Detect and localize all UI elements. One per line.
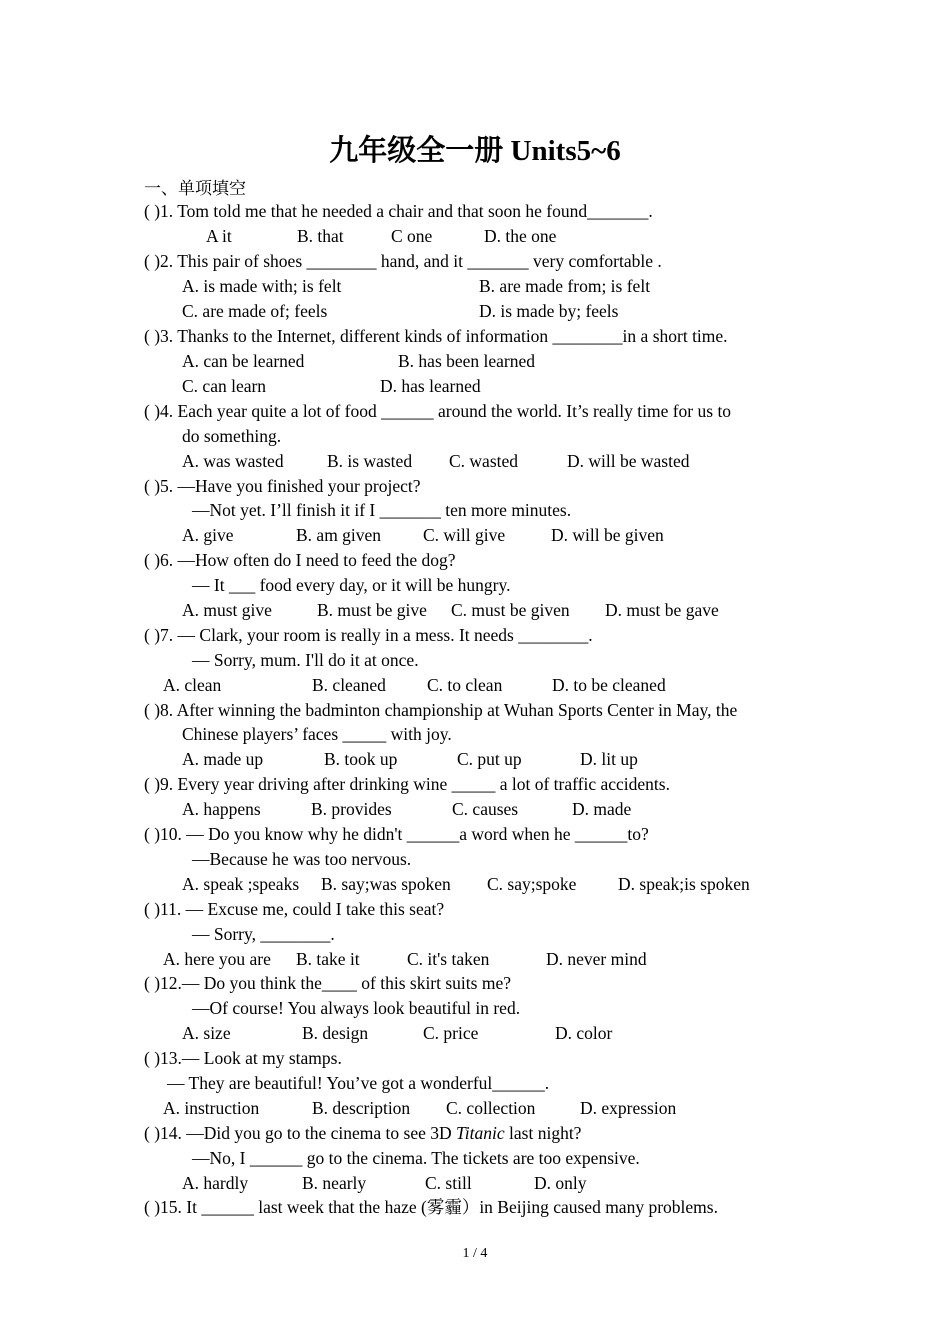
q8-option-b: B. took up — [324, 749, 398, 769]
q8-continuation: Chinese players’ faces _____ with joy. — [182, 724, 452, 744]
question-10: ( )10. — Do you know why he didn't ______a word when he ______to? — [144, 824, 649, 844]
q8-option-a: A. made up — [182, 749, 264, 769]
q5-option-d: D. will be given — [551, 525, 664, 545]
q11-option-a: A. here you are — [163, 949, 271, 969]
q10-option-d: D. speak;is spoken — [618, 874, 750, 894]
q6-continuation: — It ___ food every day, or it will be hungry. — [192, 575, 511, 595]
q4-option-c: C. wasted — [449, 451, 519, 471]
q10-continuation: —Because he was too nervous. — [192, 849, 412, 869]
question-15: ( )15. It ______ last week that the haze (雾霾）in Beijing caused many problems. — [144, 1197, 718, 1217]
q1-option-a: A it — [206, 226, 232, 246]
q9-option-d: D. made — [572, 799, 632, 819]
q14-option-b: B. nearly — [302, 1173, 367, 1193]
question-7: ( )7. — Clark, your room is really in a mess. It needs ________. — [144, 625, 593, 645]
page-number: 1 / 4 — [462, 1246, 488, 1261]
q2-option-c: C. are made of; feels — [182, 301, 328, 321]
q4-option-b: B. is wasted — [327, 451, 413, 471]
q2-option-b: B. are made from; is felt — [479, 276, 651, 296]
question-13: ( )13.— Look at my stamps. — [144, 1048, 342, 1068]
question-12: ( )12.— Do you think the____ of this skirt suits me? — [144, 973, 511, 993]
q14-text-end: last night? — [504, 1123, 582, 1143]
q12-option-d: D. color — [555, 1023, 613, 1043]
q14-text-start: ( )14. —Did you go to the cinema to see 3D — [144, 1123, 457, 1143]
q13-option-d: D. expression — [580, 1098, 677, 1118]
q12-continuation: —Of course! You always look beautiful in red. — [192, 998, 521, 1018]
page-title: 九年级全一册 Units5~6 — [329, 135, 621, 167]
q14-option-c: C. still — [425, 1173, 472, 1193]
q14-option-d: D. only — [534, 1173, 587, 1193]
question-5: ( )5. —Have you finished your project? — [144, 476, 421, 496]
question-4: ( )4. Each year quite a lot of food ______ around the world. It’s really time for us to — [144, 401, 732, 421]
q13-option-c: C. collection — [446, 1098, 536, 1118]
q3-option-a: A. can be learned — [182, 351, 305, 371]
q5-option-b: B. am given — [296, 525, 382, 545]
q4-option-a: A. was wasted — [182, 451, 284, 471]
q4-option-d: D. will be wasted — [567, 451, 690, 471]
q12-option-b: B. design — [302, 1023, 369, 1043]
q7-option-a: A. clean — [163, 675, 222, 695]
q11-option-d: D. never mind — [546, 949, 647, 969]
q14-continuation: —No, I ______ go to the cinema. The tickets are too expensive. — [192, 1148, 640, 1168]
question-2: ( )2. This pair of shoes ________ hand, and it _______ very comfortable . — [144, 251, 662, 271]
question-6: ( )6. —How often do I need to feed the dog? — [144, 550, 456, 570]
q7-continuation: — Sorry, mum. I'll do it at once. — [192, 650, 419, 670]
q11-option-c: C. it's taken — [407, 949, 490, 969]
q9-option-c: C. causes — [452, 799, 519, 819]
q13-option-b: B. description — [312, 1098, 411, 1118]
q6-option-d: D. must be gave — [605, 600, 719, 620]
q14-movie-title: Titanic — [456, 1123, 505, 1143]
q6-option-c: C. must be given — [451, 600, 570, 620]
q13-continuation: — They are beautiful! You’ve got a wonderful______. — [167, 1073, 550, 1093]
q6-option-b: B. must be give — [317, 600, 427, 620]
q1-option-b: B. that — [297, 226, 344, 246]
question-14 — [144, 1122, 581, 1144]
q1-option-c: C one — [391, 226, 433, 246]
q10-option-c: C. say;spoke — [487, 874, 577, 894]
q12-option-a: A. size — [182, 1023, 231, 1043]
q12-option-c: C. price — [423, 1023, 479, 1043]
q14-option-a: A. hardly — [182, 1173, 249, 1193]
question-8: ( )8. After winning the badminton championship at Wuhan Sports Center in May, the — [144, 700, 738, 720]
q8-option-c: C. put up — [457, 749, 522, 769]
question-3: ( )3. Thanks to the Internet, different kinds of information ________in a short time. — [144, 326, 728, 346]
q6-option-a: A. must give — [182, 600, 272, 620]
q8-option-d: D. lit up — [580, 749, 638, 769]
q5-option-c: C. will give — [423, 525, 506, 545]
q3-option-b: B. has been learned — [398, 351, 536, 371]
q4-continuation: do something. — [182, 426, 282, 446]
q9-option-a: A. happens — [182, 799, 261, 819]
q2-option-d: D. is made by; feels — [479, 301, 619, 321]
question-1: ( )1. Tom told me that he needed a chair and that soon he found_______. — [144, 201, 653, 221]
q1-option-d: D. the one — [484, 226, 557, 246]
question-11: ( )11. — Excuse me, could I take this seat? — [144, 899, 445, 919]
q7-option-d: D. to be cleaned — [552, 675, 666, 695]
q13-option-a: A. instruction — [163, 1098, 260, 1118]
q7-option-c: C. to clean — [427, 675, 503, 695]
q3-option-c: C. can learn — [182, 376, 267, 396]
q10-option-b: B. say;was spoken — [321, 874, 451, 894]
q11-option-b: B. take it — [296, 949, 360, 969]
q5-continuation: —Not yet. I’ll finish it if I _______ ten more minutes. — [192, 500, 572, 520]
q5-option-a: A. give — [182, 525, 234, 545]
q3-option-d: D. has learned — [380, 376, 481, 396]
section-heading: 一、单项填空 — [144, 179, 246, 198]
question-9: ( )9. Every year driving after drinking wine _____ a lot of traffic accidents. — [144, 774, 670, 794]
q9-option-b: B. provides — [311, 799, 392, 819]
q11-continuation: — Sorry, ________. — [192, 924, 335, 944]
q7-option-b: B. cleaned — [312, 675, 386, 695]
q2-option-a: A. is made with; is felt — [182, 276, 342, 296]
q10-option-a: A. speak ;speaks — [182, 874, 300, 894]
